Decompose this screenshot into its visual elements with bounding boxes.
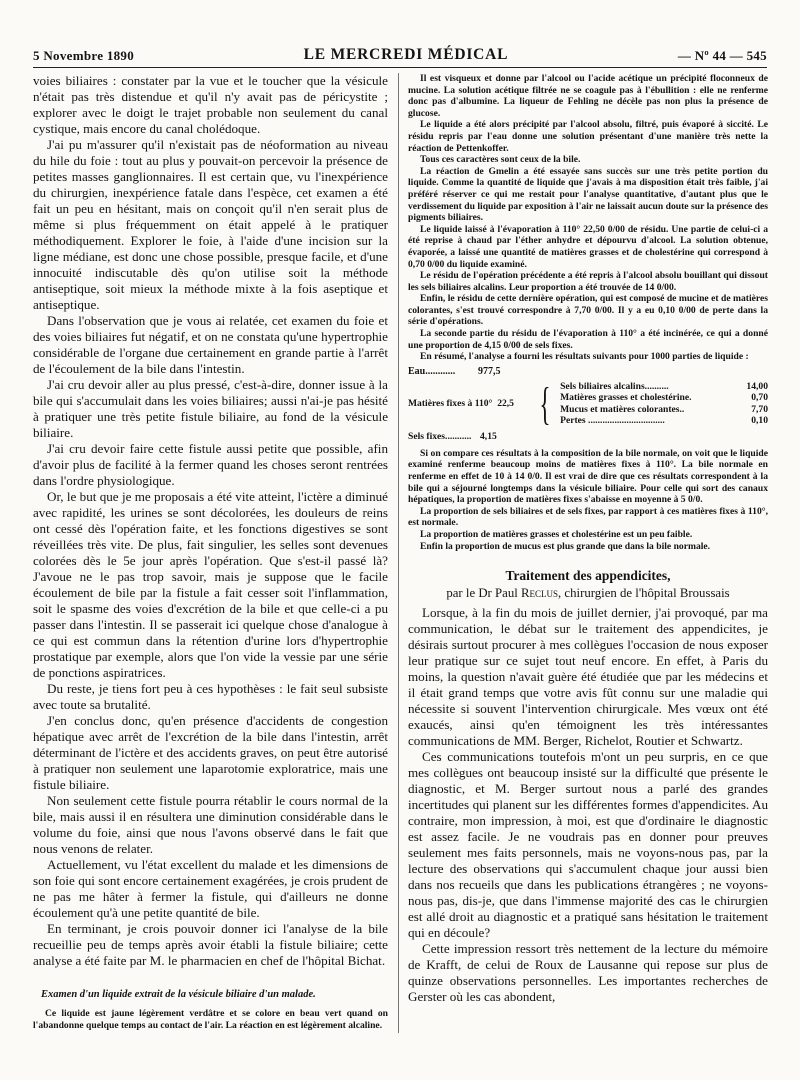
analysis-paragraph: Le résidu de l'opération précédente a été repris à l'alcool absolu bouillant qui dissout les sels biliaires alcalins. Leur proportion a été trouvée de 14 0/00. — [408, 270, 768, 293]
body-paragraph: voies biliaires : constater par la vue et le toucher que la vésicule n'était pas très distendue et qu'il n'y avait pas de péricystite ; explorer avec le doigt le trajet probable non seulement du canal cystique, mais encore du canal cholédoque. — [33, 73, 388, 136]
analysis-paragraph: En résumé, l'analyse a fourni les résultats suivants pour 1000 parties de liquide : — [420, 351, 749, 363]
analysis-paragraph: Enfin, le résidu de cette dernière opération, qui est composé de mucine et de matières colorantes, s'est trouvé correspondre à 7,70 0/00. Il y a eu 0,10 0/00 de perte dans la série d'opérations. — [408, 293, 768, 328]
analysis-paragraph: La réaction de Gmelin a été essayée sans succès sur une très petite portion du liquide. Comme la quantité de liquide que j'avais à ma disposition était très faible, j'ai préféré réserver ce qui me restait pour l'analyse quantitative, d'autant plus que le verdissement du liquide par exposition à l'air ne laissait aucun doute sur la présence des pigments biliaires. — [408, 165, 768, 224]
result-fixed-matter — [408, 377, 768, 429]
result-row: Matières grasses et cholestérine. 0,70 — [560, 392, 768, 404]
analysis-paragraph: Il est visqueux et donne par l'alcool ou l'acide acétique un précipité floconneux de mucine. La solution acétique filtrée ne se coagule pas à l'ébullition : elle ne renferme donc pas d'albumine. La liqueur de Fehling ne décèle pas non plus la présence de glucose. — [408, 73, 768, 119]
article-paragraph: Cette impression ressort très nettement de la lecture du mémoire de Krafft, de celui de Roux de Lausanne qui repose sur plus de quinze observations personnelles. Les importantes recherches de Gerster où les cas abondent, — [408, 941, 768, 1005]
left-column — [33, 73, 388, 1033]
article-paragraph: Ces communications toutefois m'ont un peu surpris, en ce que mes collègues ont beaucoup insisté sur la difficulté que présente le diagnostic, et M. Berger surtout nous a parlé des grandes incertitudes qui planent sur les différentes formes d'appendicites. Au contraire, mon impression, à moi, est que d'ordinaire le diagnostic est assez facile. Je ne voudrais pas en donner pour preuves seulement mes faits personnels, mais ne voyons-nous pas, par la lecture des observations qui s'accumulent chaque jour aussi bien dans nos recueils que dans les publications étrangères ; ne voyons-nous pas, dis-je, que dans l'immense majorité des cas le chirurgien est allé droit au diagnostic et a pratiqué sans hésitation le traitement qui en découle? — [408, 749, 768, 941]
right-column — [408, 73, 768, 1063]
result-row: Mucus et matières colorantes.. 7,70 — [560, 403, 768, 415]
article-byline: par le Dr Paul Reclus, chirurgien de l'hôpital Broussais — [446, 586, 730, 601]
header-rule — [33, 67, 767, 68]
body-paragraph: J'ai cru devoir aller au plus pressé, c'est-à-dire, donner issue à la bile qui s'accumulait dans les voies biliaires; aussi n'ai-je pas hésité à pratiquer une très petite fistule biliaire, au fond de la vésicule biliaire. — [33, 377, 388, 440]
result-label: Eau............ — [408, 365, 456, 377]
body-paragraph: J'ai cru devoir faire cette fistule aussi petite que possible, afin d'avoir plus de facilité à la fermer quand les choses seront rentrées dans l'ordre physiologique. — [33, 441, 388, 488]
analysis-paragraph: Le liquide a été alors précipité par l'alcool absolu, filtré, puis évaporé à siccité. Le résidu repris par l'eau donne une solution présentant d'une manière très nette la réaction de Pettenkoffer. — [408, 119, 768, 154]
body-paragraph: J'en conclus donc, qu'en présence d'accidents de congestion hépatique avec arrêt de l'excrétion de la bile dans l'intestin, arrêt déterminant de l'ictère et des accidents graves, on peut être autorisé à pratiquer non seulement une laparotomie exploratrice, mais une fistule biliaire. — [33, 713, 388, 792]
result-water — [408, 366, 768, 377]
body-paragraph: En terminant, je crois pouvoir donner ici l'analyse de la bile recueillie peu de temps après avoir établi la fistule biliaire; cette analyse a été faite par M. le pharmacien en chef de l'hôpital Bichat. — [33, 921, 388, 968]
running-header — [33, 42, 767, 64]
column-separator — [398, 73, 399, 1033]
result-row: Sels biliaires alcalins.......... 14,00 — [560, 380, 768, 392]
body-paragraph: Actuellement, vu l'état excellent du malade et les dimensions de son foie qui sont encore certainement exagérées, je crois prudent de ne pas me hâter à fermer la fistule, qui d'ailleurs ne donne écoulement qu'à une petite quantité de bile. — [33, 857, 388, 920]
analysis-paragraph: Enfin la proportion de mucus est plus grande que dans la bile normale. — [420, 540, 711, 552]
result-value: 977,5 — [478, 365, 501, 377]
body-paragraph: Dans l'observation que je vous ai relatée, cet examen du foie et des voies biliaires fut négatif, et on ne constata qu'une hypertrophie considérable de l'organe due certainement en grande partie à l'arrêt de l'écoulement de la bile dans l'intestin. — [33, 313, 388, 376]
page-reference: — Nº 44 — 545 — [677, 48, 767, 63]
body-paragraph: Non seulement cette fistule pourra rétablir le cours normal de la bile, mais aussi il en résultera une diminution considérable dans le volume du foie, ainsi que nous l'avons observé dans le fait que nous venons de relater. — [33, 793, 388, 856]
issue-date: 5 Novembre 1890 — [33, 48, 135, 63]
result-label: Sels fixes........... — [408, 430, 472, 442]
analysis-intro: Ce liquide est jaune légèrement verdâtre et se colore en beau vert quand on l'abandonne quelque temps au contact de l'air. La réaction en est légèrement alcaline. — [33, 1008, 388, 1031]
analysis-paragraph: La proportion de sels biliaires et de sels fixes, par rapport à ces matières fixes à 110°, est normale. — [408, 505, 768, 529]
journal-title: LE MERCREDI MÉDICAL — [303, 46, 509, 63]
article-paragraph: Lorsque, à la fin du mois de juillet dernier, j'ai provoqué, par ma communication, le débat sur le traitement des appendicites, je désirais surtout procurer à mes collègues l'occasion de nous exposer leur pratique sur ce sujet tout neuf encore. En effet, à Paris du moins, la question n'avait guère été étudiée que par les médecins et il était grand temps que votre avis fût connu sur une maladie qui nécessite si souvent l'intervention chirurgicale. Mes vœux ont été exaucés, ainsi qu'en témoignent les très intéressantes communications de MM. Berger, Richelot, Routier et Schwartz. — [408, 605, 768, 749]
body-paragraph: J'ai pu m'assurer qu'il n'existait pas de néoformation au niveau du hile du foie : tout au plus y pouvait-on percevoir la présence de petites masses ganglionnaires. Il est certain que, vu l'inexpérience du chirurgien, inexpérience fatale dans l'espèce, cet examen a été fait un peu en hésitant, mais on conçoit qu'il n'en serait plus de même si plus fréquemment on était appelé à le pratiquer méthodiquement. Explorer le foie, à l'aide d'une incision sur la ligne médiane, est donc une chose possible, presque facile, et d'une innocuité indiscutable dès qu'on utilise soit la méthode antiseptique, soit mieux la méthode mixte à la fois aseptique et antiseptique. — [33, 137, 388, 312]
brace-glyph: { — [539, 377, 551, 429]
result-label: Matières fixes à 110° 22,5 — [408, 398, 514, 410]
analysis-paragraph: Si on compare ces résultats à la composition de la bile normale, on voit que le liquide examiné renferme beaucoup moins de matières fixes à 110°. La bile normale en renferme en effet de 10 à 14 0/0. Il est vrai de dire que ces résultats correspondent à la bile qui a séjourné longtemps dans la vésicule biliaire. Pour celle qui sort des canaux hépatiques, la proportion de matières fixes s'abaisse en moyenne à 5 0/0. — [408, 447, 768, 506]
result-fixed-salts — [408, 431, 768, 442]
result-value: 4,15 — [480, 430, 497, 442]
analysis-paragraph: Le liquide laissé à l'évaporation à 110° 22,50 0/00 de résidu. Une partie de celui-ci a été reprise à chaud par l'éther anhydre et dépourvu d'alcool. La solution obtenue, évaporée, a laissé une quantité de matières grasses et de cholestérine qui correspond à 0,70 0/00 du liquide examiné. — [408, 223, 768, 270]
analysis-paragraph: La proportion de matières grasses et cholestérine est un peu faible. — [420, 529, 693, 540]
analysis-paragraph: Tous ces caractères sont ceux de la bile. — [420, 154, 581, 166]
body-paragraph: Or, le but que je me proposais a été vite atteint, l'ictère a diminué avec rapidité, les urines se sont décolorées, les douleurs de reins ont cessé dès l'opération faite, et les fonctions digestives se sont réveillées très vite. De plus, fait singulier, les selles sont devenues colorées dès le 5e jour après l'opération. Que s'est-il passé là? J'avoue ne le pas trop savoir, mais je suppose que le facile écoulement de bile par la fistule a fait cesser soit l'inflammation, soit le spasme des voies d'excrétion de la bile et que celle-ci a pu passer dans l'intestin. Il se passerait ici quelque chose d'analogue à ce qui est commun dans la rétention d'urine lors d'hypertrophie prostatique par exemple, alors que l'on vide la vessie par une série de ponctions aspiratrices. — [33, 489, 388, 680]
result-row: Pertes ................................ 0,10 — [560, 415, 768, 427]
body-paragraph: Du reste, je tiens fort peu à ces hypothèses : le fait seul subsiste avec toute sa brutalité. — [33, 681, 388, 712]
article-title: Traitement des appendicites, — [505, 568, 671, 584]
analysis-heading: Examen d'un liquide extrait de la vésicule biliaire d'un malade. — [41, 989, 316, 1000]
result-breakdown — [560, 381, 768, 427]
analysis-paragraph: La seconde partie du résidu de l'évaporation à 110° a été incinérée, ce qui a donné une proportion de 4,15 0/00 de sels fixes. — [408, 328, 768, 351]
author-name: Reclus — [520, 586, 559, 601]
